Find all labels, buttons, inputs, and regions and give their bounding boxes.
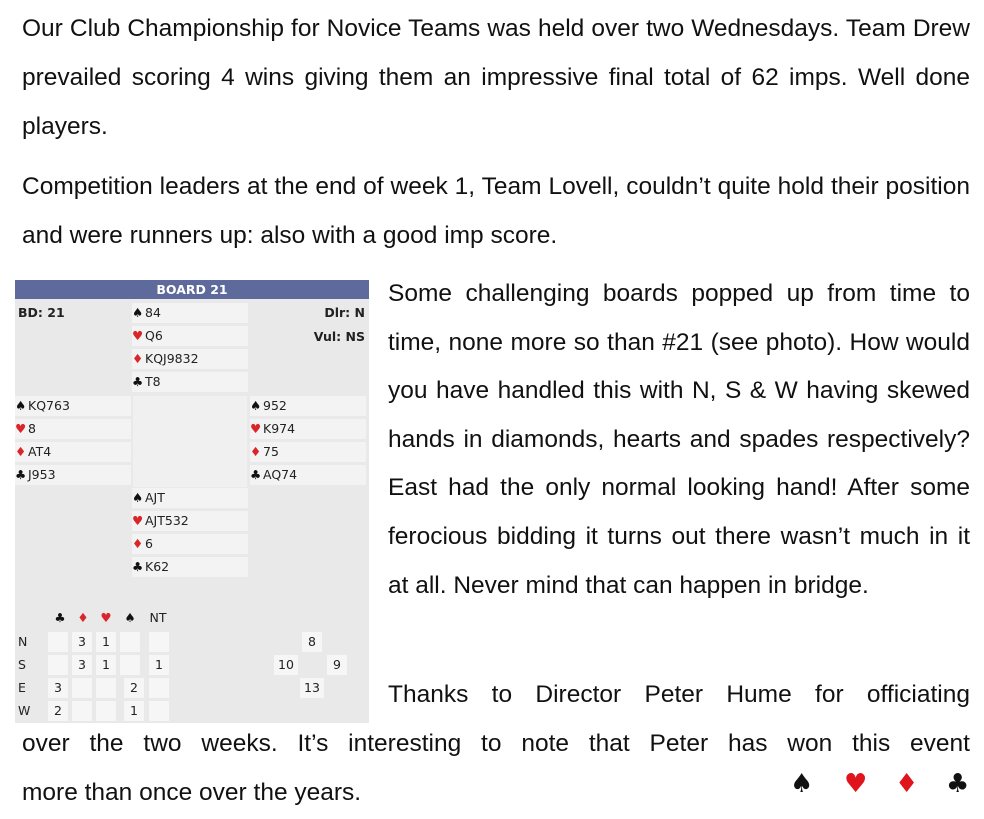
spade-icon: ♠ <box>250 398 262 413</box>
trick-cell: 2 <box>124 678 144 698</box>
diamond-icon: ♦ <box>132 536 144 551</box>
spade-icon: ♠ <box>15 398 27 413</box>
hcp-east: 9 <box>327 655 347 675</box>
board-discussion-paragraph: Some challenging boards popped up from time to time, none more so than #21 (see photo). How would you have handled this with N, S & W having skewed hands in diamonds, hearts and spades respectively? East had the only normal looking hand! After some ferocious bidding it turns out there wasn’t much in it at all. Never mind that can happen in bridge. <box>388 280 970 599</box>
thanks-line-2: over the two weeks. It’s interesting to note that Peter has won this event <box>22 730 970 757</box>
bridge-board-diagram <box>15 280 369 723</box>
club-icon: ♣ <box>250 467 262 482</box>
club-icon: ♣ <box>15 467 27 482</box>
heart-icon: ♥ <box>250 421 262 436</box>
south-diamonds: ♦ 6 <box>132 534 248 554</box>
heart-icon: ♥ <box>844 769 868 799</box>
diamond-icon: ♦ <box>250 444 262 459</box>
thanks-line-3: more than once over the years. <box>22 779 362 806</box>
east-hearts: ♥ K974 <box>250 419 366 439</box>
south-spades: ♠ AJT <box>132 488 248 508</box>
vulnerability: Vul: NS <box>313 329 365 344</box>
west-spades: ♠ KQ763 <box>15 396 131 416</box>
trick-cell <box>48 632 68 652</box>
row-player: W <box>18 703 31 718</box>
hcp-north: 8 <box>302 632 322 652</box>
board-title: BOARD 21 <box>15 280 369 299</box>
trick-cell: 1 <box>96 655 116 675</box>
west-hearts: ♥ 8 <box>15 419 131 439</box>
row-player: E <box>18 680 26 695</box>
col-diamonds-icon: ♦ <box>77 610 89 625</box>
trick-cell: 3 <box>72 655 92 675</box>
row-player: S <box>18 657 26 672</box>
west-diamonds: ♦ AT4 <box>15 442 131 462</box>
runners-up-paragraph: Competition leaders at the end of week 1, Team Lovell, couldn’t quite hold their position and were runners up: also with a good imp score. <box>22 173 970 249</box>
club-icon: ♣ <box>946 769 970 799</box>
spade-icon: ♠ <box>132 305 144 320</box>
thanks-line-1: Thanks to Director Peter Hume for officiating <box>388 681 970 708</box>
heart-icon: ♥ <box>132 328 144 343</box>
north-diamonds: ♦ KQJ9832 <box>132 349 248 369</box>
diamond-icon: ♦ <box>15 444 27 459</box>
trick-cell: 1 <box>96 632 116 652</box>
col-clubs-icon: ♣ <box>54 610 66 625</box>
north-hearts: ♥ Q6 <box>132 326 248 346</box>
trick-cell: 3 <box>72 632 92 652</box>
club-icon: ♣ <box>132 559 144 574</box>
east-clubs: ♣ AQ74 <box>250 465 366 485</box>
intro-paragraph: Our Club Championship for Novice Teams was held over two Wednesdays. Team Drew prevailed scoring 4 wins giving them an impressive final total of 62 imps. Well done players. <box>22 15 970 140</box>
diamond-icon: ♦ <box>132 351 144 366</box>
spade-icon: ♠ <box>132 490 144 505</box>
board-number: BD: 21 <box>18 305 65 320</box>
trick-cell: 2 <box>48 701 68 721</box>
trick-cell: 1 <box>124 701 144 721</box>
diamond-icon: ♦ <box>895 769 919 799</box>
col-nt: NT <box>149 610 167 625</box>
heart-icon: ♥ <box>15 421 27 436</box>
east-spades: ♠ 952 <box>250 396 366 416</box>
trick-cell <box>120 632 140 652</box>
row-player: N <box>18 634 28 649</box>
south-clubs: ♣ K62 <box>132 557 248 577</box>
heart-icon: ♥ <box>132 513 144 528</box>
hcp-south: 13 <box>300 678 324 698</box>
spade-icon: ♠ <box>790 769 814 799</box>
hcp-west: 10 <box>274 655 298 675</box>
trick-cell: 1 <box>149 655 169 675</box>
table-center <box>133 396 247 487</box>
trick-cell: 3 <box>48 678 68 698</box>
south-hearts: ♥ AJT532 <box>132 511 248 531</box>
east-diamonds: ♦ 75 <box>250 442 366 462</box>
club-icon: ♣ <box>132 374 144 389</box>
dealer: Dlr: N <box>324 305 365 320</box>
col-spades-icon: ♠ <box>124 610 136 625</box>
north-spades: ♠ 84 <box>132 303 248 323</box>
col-hearts-icon: ♥ <box>100 610 112 625</box>
trick-cell <box>149 632 169 652</box>
thanks-paragraph <box>22 670 970 817</box>
west-clubs: ♣ J953 <box>15 465 131 485</box>
north-clubs: ♣ T8 <box>132 372 248 392</box>
